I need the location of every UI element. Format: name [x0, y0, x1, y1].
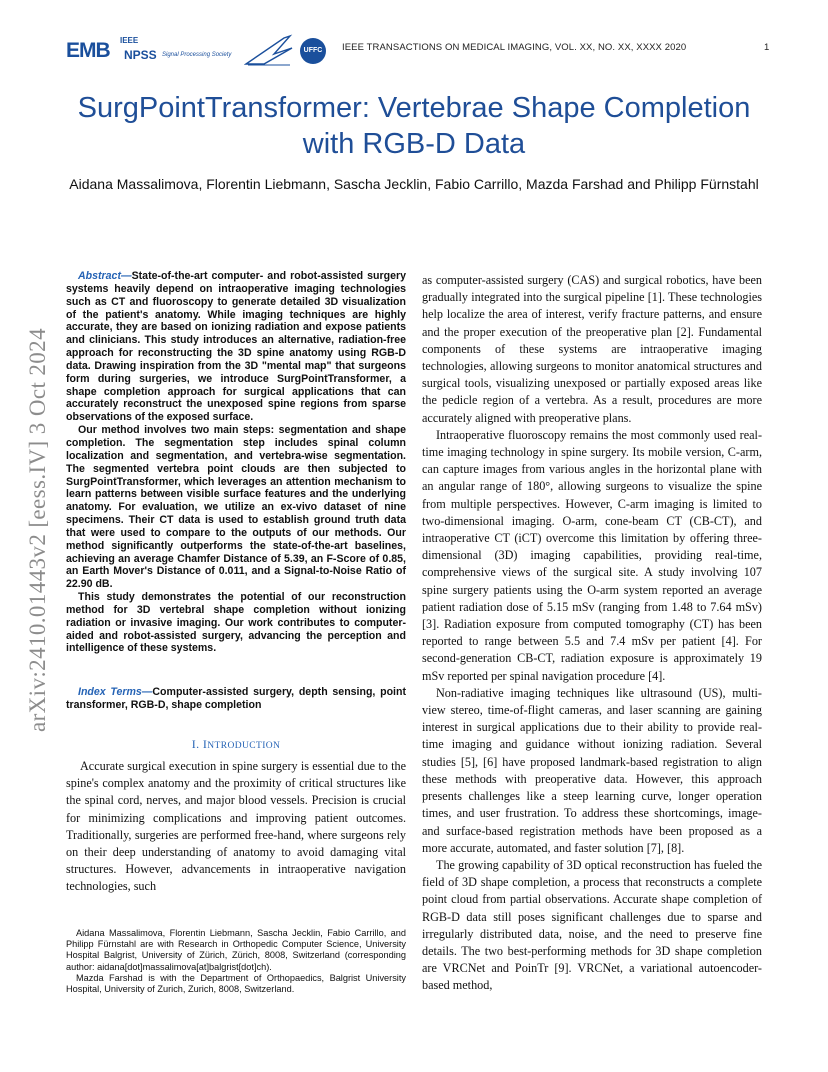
right-paragraph-2: Intraoperative fluoroscopy remains the most commonly used real-time imaging technology in spine surgery. Its mobile version, C-arm, can capture images from various angles in the horizontal plane with an angular range of 180°, allowing surgeons to visualize the spine from multiple perspectives. However, C-arm imaging is limited to two-dimensional imaging. O-arm, cone-beam CT (CB-CT), and intraoperative CT (iCT) overcome this limitation by offering three-dimensional (3D) imaging capabilities, providing real-time, comprehensive views of the surgical site. A study involving 107 spine surgery patients using the O-arm system reported an average patient radiation dose of 5.15 mSv (ranging from 1.48 to 7.64 mSv) [3]. Radiation exposure from computed tomography (CT) has been reported to range between 5.5 and 7.4 mSv per patient [4]. For second-generation CB-CT, radiation exposure is approximately 19 mSv reported per spinal navigation procedure [4]. — [422, 427, 762, 683]
index-terms-text: Computer-assisted surgery, depth sensing, point transformer, RGB-D, shape completion — [66, 686, 406, 711]
section-title: INTRODUCTION — [202, 737, 281, 751]
ieee-wing-logo-icon — [244, 34, 294, 68]
ieee-logo: IEEE — [120, 36, 139, 45]
arxiv-identifier: arXiv:2410.01443v2 [eess.IV] 3 Oct 2024 — [25, 328, 50, 732]
right-column — [422, 272, 762, 995]
index-terms-label: Index Terms— — [78, 686, 153, 698]
right-paragraph-3: Non-radiative imaging techniques like ultrasound (US), multi-view stereo, time-of-flight cameras, and laser scanning are gaining interest in surgical applications due to their ability to provide real-time imaging and guidance without ionizing radiation. Several studies [5], [6] have proposed landmark-based registration to align these methods with preoperative data. However, this approach presents challenges like a steep learning curve, longer operation times, and user frustration. To address these shortcomings, image- and surface-based registration methods have been proposed as a more accurate, automated, and faster solution [7], [8]. — [422, 685, 762, 855]
section-number: I. — [191, 737, 200, 751]
intro-text — [66, 758, 406, 896]
abstract-paragraph-1 — [66, 270, 406, 424]
author-list: Aidana Massalimova, Florentin Liebmann, Sascha Jecklin, Fabio Carrillo, Mazda Farshad and Philipp Fürnstahl — [69, 176, 759, 192]
abstract-label: Abstract— — [78, 270, 132, 282]
index-terms — [66, 686, 406, 712]
right-paragraph-4: The growing capability of 3D optical reconstruction has fueled the field of 3D shape completion, a process that reconstructs a complete point cloud from partial observations. Accurate shape completion of RGB-D data still poses significant challenges due to sparse and irregularly distributed data, noise, and the need to preserve fine details. The two best-performing methods for 3D shape completion are VRCNet and PoinTr [9]. VRCNet, a variational autoencoder-based method, — [422, 857, 762, 993]
journal-header: IEEE TRANSACTIONS ON MEDICAL IMAGING, VOL. XX, NO. XX, XXXX 2020 — [342, 42, 687, 53]
intro-paragraph-1: Accurate surgical execution in spine surgery is essential due to the spine's complex anatomy and the proximity of critical structures like the spinal cord, nerves, and major blood vessels. Precision is crucial for minimizing complications and improving patient outcomes. Traditionally, surgeries are performed free-hand, where surgeons rely on their deep understanding of anatomy to avoid damaging vital structures. However, advancements in intraoperative navigation technologies, such — [66, 759, 406, 894]
right-paragraph-1: as computer-assisted surgery (CAS) and surgical robotics, have been gradually integrated into the surgical pipeline [1]. These technologies help localize the area of interest, verify fracture patterns, and ensure and the proper execution of the preoperative plan [2]. Fundamental components of these systems are intraoperative imaging technologies, allowing surgeons to monitor anatomical structures and surgical tools, visualizing unexposed or partially exposed areas like the pedicle region of a vertebra. As a result, procedures are more accurately aligned with preoperative plans. — [422, 273, 762, 425]
sps-logo: Signal Processing Society — [162, 52, 232, 58]
abstract-paragraph-3: This study demonstrates the potential of our reconstruction method for 3D vertebral shape completion without ionizing radiation or invasive imaging. Our work contributes to computer-aided and robot-assisted surgery, advancing the perception and intelligence of these systems. — [66, 591, 406, 655]
footnote-affiliation-1: Aidana Massalimova, Florentin Liebmann, Sascha Jecklin, Fabio Carrillo, and Philipp Fürnstahl are with Research in Orthopedic Computer Science, University Hospital Balgrist, University of Zürich, Zürich, 8008, Switzerland (corresponding author: aidana[dot]massalimova[at]balgrist[dot]ch). — [66, 928, 406, 972]
emb-logo: EMB — [66, 39, 110, 62]
npss-logo: NPSS — [124, 48, 157, 62]
paper-title: SurgPointTransformer: Vertebrae Shape Completion with RGB-D Data — [77, 92, 751, 160]
publisher-logos — [66, 34, 328, 68]
abstract — [66, 270, 406, 655]
section-heading — [66, 737, 406, 752]
uffc-logo: UFFC — [300, 38, 326, 64]
page-number: 1 — [764, 42, 770, 53]
footnote-affiliation-2: Mazda Farshad is with the Department of Orthopaedics, Balgrist University Hospital, University of Zurich, Zurich, 8008, Switzerland. — [66, 972, 406, 995]
arxiv-stamp — [18, 295, 58, 765]
abstract-text-1: State-of-the-art computer- and robot-assisted surgery systems heavily depend on intraoperative imaging technologies such as CT and fluoroscopy to generate detailed 3D visualization of the patient's anatomy. While imaging techniques are highly accurate, they are based on ionizing radiation and expose patients and clinicians. This study introduces an alternative, radiation-free approach for reconstructing the 3D spine anatomy using RGB-D data. Drawing inspiration from the 3D "mental map" that surgeons form during surgeries, we introduce SurgPointTransformer, a shape completion approach for surgical applications that can accurately reconstruct the unexposed spine regions from sparse observations of the exposed surface. — [66, 270, 406, 424]
footnotes — [66, 928, 406, 995]
abstract-paragraph-2: Our method involves two main steps: segmentation and shape completion. The segmentation step includes spinal column localization and segmentation, and vertebra-wise segmentation. The segmented vertebra point clouds are then subjected to SurgPointTransformer, which leverages an attention mechanism to learn patterns between visible surface features and the underlying anatomy. For evaluation, we utilize an ex-vivo dataset of nine specimens. Their CT data is used to establish ground truth data that were used to compare to the outputs of our methods. Our method significantly outperforms the state-of-the-art baselines, achieving an average Chamfer Distance of 5.39, an F-Score of 0.85, an Earth Mover's Distance of 0.011, and a Signal-to-Noise Ratio of 22.90 dB. — [66, 424, 406, 591]
